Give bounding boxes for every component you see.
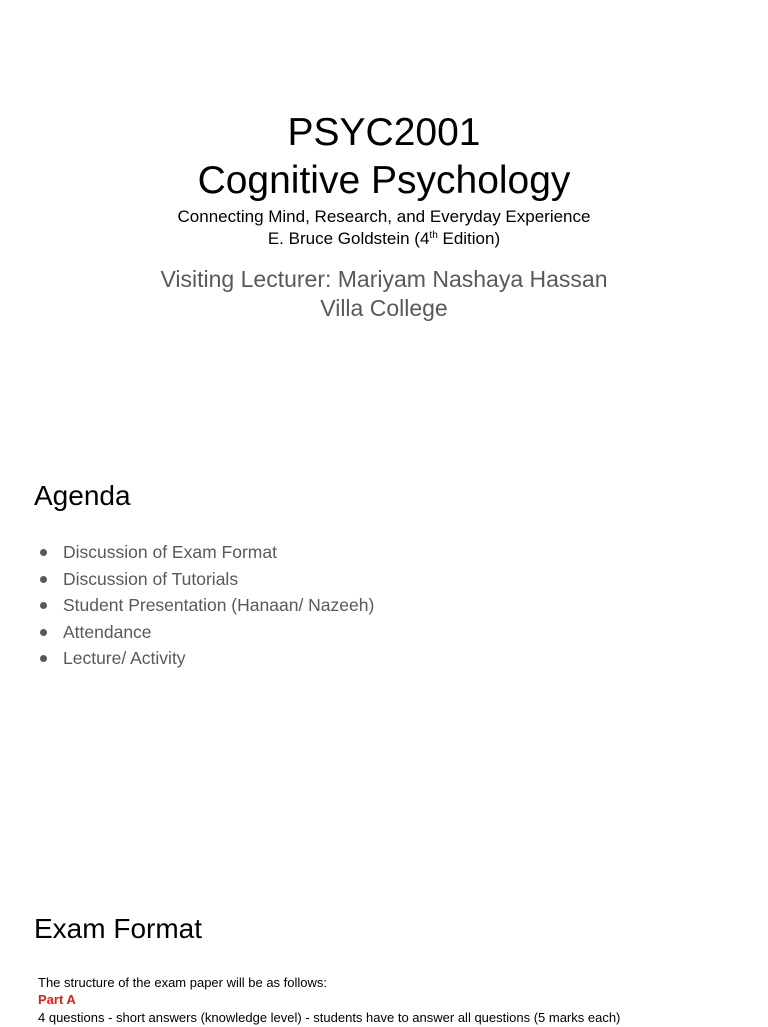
course-subtitle: Connecting Mind, Research, and Everyday Experience: [177, 207, 591, 226]
bullet-icon: [40, 576, 47, 583]
agenda-item-label: Discussion of Tutorials: [63, 568, 239, 589]
agenda-list: [38, 539, 374, 672]
agenda-heading: Agenda: [34, 480, 131, 511]
agenda-item: [38, 619, 374, 646]
agenda-item-label: Lecture/ Activity: [63, 648, 186, 668]
college-name: Villa College: [320, 295, 448, 321]
exam-format-heading: Exam Format: [34, 913, 203, 944]
textbook-edition-superscript: th: [429, 230, 438, 241]
lecturer-name: Visiting Lecturer: Mariyam Nashaya Hassan: [160, 266, 608, 292]
exam-intro-text: The structure of the exam paper will be as follows:: [38, 975, 328, 990]
agenda-item-label: Attendance: [63, 621, 152, 642]
textbook-suffix: Edition): [437, 229, 501, 248]
bullet-icon: [40, 629, 47, 636]
title-slide: [0, 0, 768, 430]
exam-format-slide: [0, 870, 768, 1024]
agenda-item: [38, 539, 374, 566]
agenda-item: [38, 592, 374, 619]
agenda-item-label: Student Presentation (Hanaan/ Nazeeh): [63, 595, 375, 615]
course-code: PSYC2001: [287, 111, 481, 154]
course-name: Cognitive Psychology: [197, 159, 571, 202]
agenda-item: [38, 645, 374, 672]
bullet-icon: [40, 655, 47, 662]
textbook-reference: [0, 228, 768, 250]
agenda-item-label: Discussion of Exam Format: [63, 542, 277, 562]
textbook-prefix: E. Bruce Goldstein (4: [267, 229, 430, 248]
part-a-label: Part A: [38, 992, 76, 1007]
agenda-slide: [0, 435, 768, 865]
bullet-icon: [40, 602, 47, 609]
bullet-icon: [40, 549, 47, 556]
part-a-description: 4 questions - short answers (knowledge level) - students have to answer all questions (5 marks each): [38, 1010, 621, 1025]
agenda-item: [38, 566, 374, 593]
